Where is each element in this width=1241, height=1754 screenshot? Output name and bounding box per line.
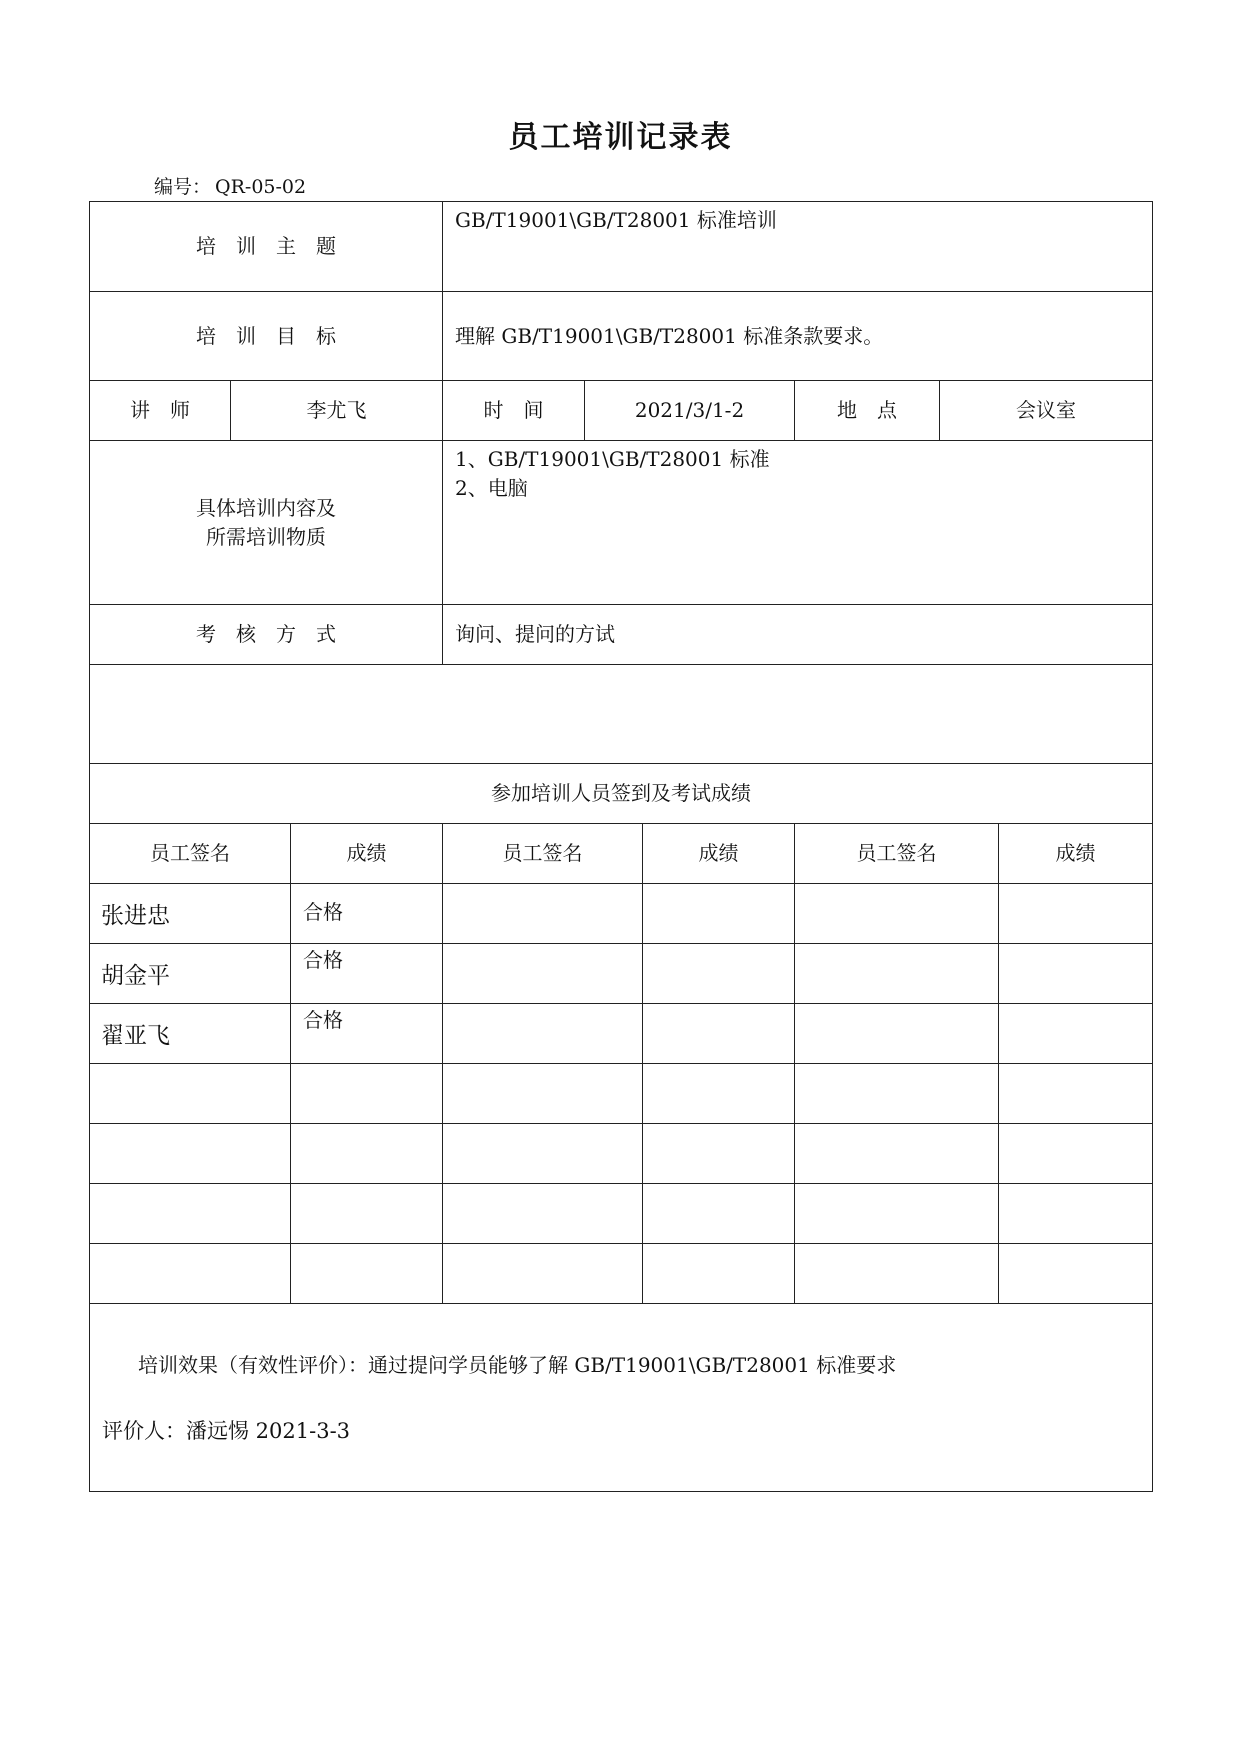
- attendee-score[interactable]: 合格: [291, 944, 443, 1004]
- column-header: 员工签名: [90, 824, 291, 884]
- signature-cell[interactable]: [795, 1124, 999, 1184]
- score-cell[interactable]: [999, 1244, 1153, 1304]
- score-cell[interactable]: [291, 1064, 443, 1124]
- attendee-row: [90, 884, 1153, 944]
- attendee-score[interactable]: 合格: [291, 884, 443, 944]
- signature-cell[interactable]: [90, 1184, 291, 1244]
- signature-cell[interactable]: [795, 884, 999, 944]
- signature-cell[interactable]: [443, 1184, 643, 1244]
- empty-row: [90, 1124, 1153, 1184]
- empty-row: [90, 1244, 1153, 1304]
- evaluation-section: [90, 1304, 1153, 1492]
- location-value[interactable]: 会议室: [940, 381, 1153, 441]
- topic-value[interactable]: GB/T19001\GB/T28001 标准培训: [443, 202, 1153, 292]
- column-header: 成绩: [291, 824, 443, 884]
- empty-row: [90, 1064, 1153, 1124]
- signature-cell[interactable]: [443, 1004, 643, 1064]
- content-item: 2、电脑: [455, 476, 528, 500]
- training-record-table: [89, 201, 1153, 1492]
- score-cell[interactable]: [643, 884, 795, 944]
- score-cell[interactable]: [643, 1244, 795, 1304]
- signature-cell[interactable]: [90, 1064, 291, 1124]
- signature-cell[interactable]: [443, 1064, 643, 1124]
- lecturer-value[interactable]: 李尤飞: [231, 381, 443, 441]
- score-cell[interactable]: [643, 1004, 795, 1064]
- goal-label: 培训目标: [90, 292, 443, 381]
- doc-no-label: 编号：: [154, 176, 212, 198]
- score-cell[interactable]: [999, 884, 1153, 944]
- content-value[interactable]: [443, 441, 1153, 605]
- column-header: 成绩: [999, 824, 1153, 884]
- score-cell[interactable]: [643, 1184, 795, 1244]
- signature-cell[interactable]: [90, 1244, 291, 1304]
- score-cell[interactable]: [643, 1124, 795, 1184]
- empty-row: [90, 1184, 1153, 1244]
- signature-cell[interactable]: [795, 1004, 999, 1064]
- training-effect[interactable]: 培训效果（有效性评价）：通过提问学员能够了解 GB/T19001\GB/T28001 标准要求: [138, 1353, 897, 1377]
- score-cell[interactable]: [999, 1004, 1153, 1064]
- signature-cell[interactable]: [90, 1124, 291, 1184]
- attendee-name[interactable]: 翟亚飞: [90, 1004, 291, 1064]
- topic-label: 培训主题: [90, 202, 443, 292]
- score-cell[interactable]: [999, 1064, 1153, 1124]
- signature-cell[interactable]: [795, 1184, 999, 1244]
- score-cell[interactable]: [291, 1244, 443, 1304]
- column-header: 员工签名: [443, 824, 643, 884]
- lecturer-label: 讲师: [90, 381, 231, 441]
- document-number: [150, 172, 306, 199]
- doc-no-value: QR-05-02: [215, 176, 307, 198]
- signin-heading: 参加培训人员签到及考试成绩: [90, 764, 1153, 824]
- signature-cell[interactable]: [443, 944, 643, 1004]
- evaluator[interactable]: 评价人：潘远惕 2021-3-3: [102, 1419, 351, 1443]
- content-label: [90, 441, 443, 605]
- score-cell[interactable]: [999, 1124, 1153, 1184]
- attendee-row: [90, 944, 1153, 1004]
- assessment-label: 考核方式: [90, 605, 443, 665]
- blank-area[interactable]: [90, 665, 1153, 764]
- goal-value[interactable]: 理解 GB/T19001\GB/T28001 标准条款要求。: [443, 292, 1153, 381]
- signature-cell[interactable]: [443, 1244, 643, 1304]
- content-label-line1: 具体培训内容及: [196, 495, 336, 520]
- attendee-name[interactable]: 张进忠: [90, 884, 291, 944]
- attendee-score[interactable]: 合格: [291, 1004, 443, 1064]
- signature-cell[interactable]: [443, 1124, 643, 1184]
- assessment-value[interactable]: 询问、提问的方试: [443, 605, 1153, 665]
- score-cell[interactable]: [643, 1064, 795, 1124]
- content-label-line2: 所需培训物质: [206, 524, 326, 549]
- score-cell[interactable]: [999, 1184, 1153, 1244]
- score-cell[interactable]: [999, 944, 1153, 1004]
- score-cell[interactable]: [291, 1124, 443, 1184]
- time-label: 时间: [443, 381, 585, 441]
- signature-cell[interactable]: [795, 944, 999, 1004]
- column-header: 员工签名: [795, 824, 999, 884]
- location-label: 地点: [795, 381, 940, 441]
- score-cell[interactable]: [643, 944, 795, 1004]
- signature-cell[interactable]: [443, 884, 643, 944]
- attendee-name[interactable]: 胡金平: [90, 944, 291, 1004]
- attendee-row: [90, 1004, 1153, 1064]
- time-value[interactable]: 2021/3/1-2: [585, 381, 795, 441]
- signature-cell[interactable]: [795, 1064, 999, 1124]
- content-item: 1、GB/T19001\GB/T28001 标准: [455, 447, 770, 471]
- score-cell[interactable]: [291, 1184, 443, 1244]
- signature-cell[interactable]: [795, 1244, 999, 1304]
- form-title: 员工培训记录表: [508, 120, 733, 155]
- column-header: 成绩: [643, 824, 795, 884]
